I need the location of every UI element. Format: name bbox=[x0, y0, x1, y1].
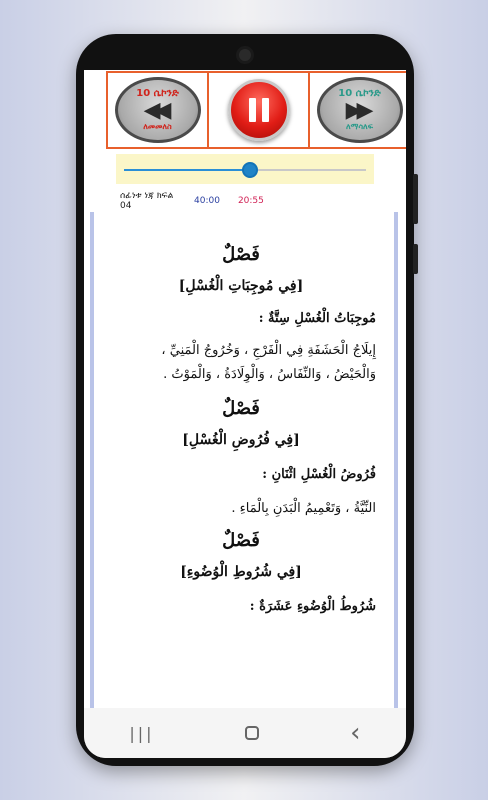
forward-button[interactable] bbox=[317, 77, 403, 143]
text-line-6: شُرُوطُ الْوُضُوءِ عَشَرَةٌ : bbox=[249, 599, 376, 614]
fast-forward-icon: ▶▶ bbox=[345, 98, 368, 123]
text-line-4: فُرُوضُ الْغُسْلِ اثْنَانِ : bbox=[262, 467, 376, 482]
current-time: 40:00 bbox=[194, 196, 220, 206]
pause-button[interactable] bbox=[228, 79, 290, 141]
text-line-3: وَالْحَيْضُ ، وَالنِّفَاسُ ، وَالْوِلَادَةُ ، وَالْمَوْتُ . bbox=[163, 367, 376, 382]
pause-icon bbox=[249, 98, 269, 122]
seek-bar-container bbox=[116, 154, 374, 184]
book-page[interactable] bbox=[90, 212, 398, 708]
section-heading-3: فَصْلٌ bbox=[222, 530, 260, 551]
forward-seconds-label: 10 ሴኮንድ bbox=[338, 88, 381, 99]
section-title-2: [فِي فُرُوضِ الْغُسْلِ] bbox=[182, 432, 300, 448]
forward-action-label: ለማሳለፍ bbox=[345, 122, 374, 131]
section-heading-1: فَصْلٌ bbox=[222, 244, 260, 265]
camera-icon bbox=[236, 46, 254, 64]
seek-thumb[interactable] bbox=[242, 162, 258, 178]
section-heading-2: فَصْلٌ bbox=[222, 398, 260, 419]
section-title-3: [فِي شُرُوطِ الْوُضُوءِ] bbox=[180, 564, 302, 580]
player-controls bbox=[106, 71, 406, 149]
app-screen bbox=[84, 70, 406, 758]
total-time: 20:55 bbox=[237, 196, 264, 206]
section-title-1: [فِي مُوجِبَاتِ الْغُسْلِ] bbox=[178, 278, 304, 294]
forward-control[interactable] bbox=[310, 73, 406, 147]
back-icon[interactable]: ‹ bbox=[350, 718, 361, 748]
power-button bbox=[413, 244, 418, 274]
home-icon[interactable] bbox=[245, 726, 259, 740]
recents-icon[interactable]: ||| bbox=[129, 723, 155, 743]
pause-control[interactable] bbox=[209, 73, 310, 147]
track-info bbox=[120, 191, 380, 211]
volume-button bbox=[413, 174, 418, 224]
track-title: ሰፊነቱ ነጃ ክፍል 04 bbox=[120, 191, 174, 211]
android-navbar bbox=[84, 708, 406, 758]
rewind-control[interactable] bbox=[108, 73, 209, 147]
text-line-5: النِّيَّةُ ، وَتَعْمِيمُ الْبَدَنِ بِالْمَاءِ . bbox=[231, 501, 376, 516]
text-line-1: مُوجِبَاتُ الْغُسْلِ سِتَّةٌ : bbox=[258, 311, 376, 326]
rewind-seconds-label: 10 ሴኮንድ bbox=[136, 88, 179, 99]
rewind-button[interactable] bbox=[115, 77, 201, 143]
seek-progress bbox=[124, 169, 250, 171]
text-line-2: إِيلَاجُ الْحَشَفَةِ فِي الْفَرْجِ ، وَخُرُوجُ الْمَنِيِّ ، bbox=[161, 343, 376, 358]
rewind-action-label: ለመመለስ bbox=[143, 122, 172, 131]
rewind-icon: ◀◀ bbox=[143, 98, 166, 123]
